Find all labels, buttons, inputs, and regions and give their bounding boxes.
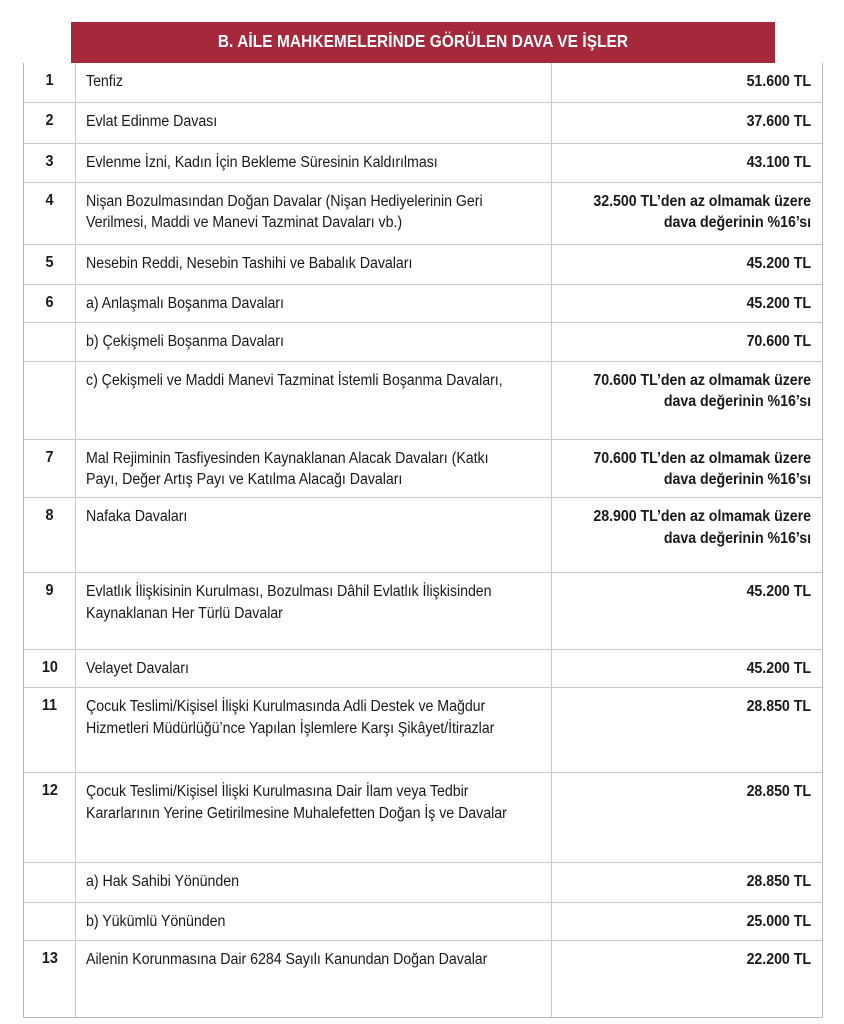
row-amount-text: 32.500 TL’den az olmamak üzere dava değerinin %16’sı: [593, 192, 811, 232]
row-amount-cell: [552, 440, 822, 497]
table-row: [24, 497, 822, 572]
row-description-cell: [76, 440, 552, 497]
row-amount-cell: [552, 773, 822, 862]
table-row: [24, 361, 822, 439]
row-amount-text: 25.000 TL: [746, 912, 811, 930]
row-amount-text: 45.200 TL: [746, 254, 811, 272]
table-row: [24, 322, 822, 361]
table-row: [24, 244, 822, 284]
row-description-text: Çocuk Teslimi/Kişisel İlişki Kurulmasına Dair İlam veya Tedbir Kararlarının Yerine Getirilmesine Muhalefetten Doğan İş ve Davalar: [86, 782, 507, 822]
row-number-cell: [24, 245, 76, 284]
row-description-cell: [76, 183, 552, 244]
row-description-text: b) Çekişmeli Boşanma Davaları: [86, 332, 284, 350]
row-number-cell: [24, 285, 76, 322]
row-number-text: 11: [41, 696, 58, 714]
table-row: [24, 143, 822, 182]
table-row: [24, 102, 822, 143]
table-row: [24, 284, 822, 322]
tariff-table: [23, 22, 823, 1018]
row-description-cell: [76, 650, 552, 687]
row-description-cell: [76, 103, 552, 143]
row-number-text: 6: [45, 293, 54, 311]
table-row: [24, 572, 822, 649]
row-description-cell: [76, 63, 552, 102]
row-amount-text: 51.600 TL: [746, 72, 811, 90]
row-amount-text: 28.850 TL: [746, 872, 811, 890]
row-description-text: Tenfiz: [86, 72, 123, 90]
row-amount-text: 70.600 TL’den az olmamak üzere dava değerinin %16’sı: [593, 371, 811, 411]
table-row: [24, 687, 822, 772]
row-amount-cell: [552, 863, 822, 902]
row-amount-text: 28.850 TL: [746, 782, 811, 800]
row-amount-cell: [552, 245, 822, 284]
table-row: [24, 63, 822, 102]
row-amount-cell: [552, 285, 822, 322]
row-description-text: b) Yükümlü Yönünden: [86, 912, 226, 930]
row-description-text: Velayet Davaları: [86, 659, 189, 677]
row-number-text: 12: [41, 781, 58, 799]
row-amount-cell: [552, 903, 822, 940]
row-description-cell: [76, 498, 552, 572]
row-number-text: 8: [45, 506, 54, 524]
row-amount-cell: [552, 573, 822, 649]
row-number-text: 7: [45, 448, 54, 466]
row-description-text: c) Çekişmeli ve Maddi Manevi Tazminat İstemli Boşanma Davaları,: [86, 371, 503, 389]
row-amount-cell: [552, 103, 822, 143]
row-number-text: 2: [45, 111, 54, 129]
row-amount-text: 28.900 TL’den az olmamak üzere dava değerinin %16’sı: [593, 507, 811, 547]
row-description-cell: [76, 773, 552, 862]
row-number-cell: [24, 183, 76, 244]
row-amount-text: 70.600 TL: [746, 332, 811, 350]
table-row: [24, 649, 822, 687]
row-number-cell: [24, 323, 76, 361]
row-amount-text: 45.200 TL: [746, 582, 811, 600]
row-amount-cell: [552, 941, 822, 1017]
row-description-text: Mal Rejiminin Tasfiyesinden Kaynaklanan Alacak Davaları (Katkı Payı, Değer Artış Payı ve Katılma Alacağı Davaları: [86, 449, 489, 489]
row-number-cell: [24, 573, 76, 649]
table-row: [24, 940, 822, 1017]
row-amount-text: 37.600 TL: [746, 112, 811, 130]
row-description-cell: [76, 285, 552, 322]
row-number-cell: [24, 103, 76, 143]
table-body: [23, 63, 823, 1018]
table-header-title: B. AİLE MAHKEMELERİNDE GÖRÜLEN DAVA VE İŞLER: [71, 22, 775, 63]
row-amount-cell: [552, 323, 822, 361]
table-row: [24, 772, 822, 862]
row-number-text: 5: [45, 253, 54, 271]
row-amount-cell: [552, 183, 822, 244]
row-description-text: Evlatlık İlişkisinin Kurulması, Bozulması Dâhil Evlatlık İlişkisinden Kaynaklanan Her Türlü Davalar: [86, 582, 492, 622]
row-description-cell: [76, 688, 552, 772]
row-number-cell: [24, 903, 76, 940]
row-description-text: Nesebin Reddi, Nesebin Tashihi ve Babalık Davaları: [86, 254, 413, 272]
row-amount-cell: [552, 362, 822, 439]
row-description-cell: [76, 245, 552, 284]
row-number-cell: [24, 498, 76, 572]
table-row: [24, 182, 822, 244]
row-amount-cell: [552, 63, 822, 102]
row-description-text: Nişan Bozulmasından Doğan Davalar (Nişan Hediyelerinin Geri Verilmesi, Maddi ve Manevi Tazminat Davaları vb.): [86, 192, 483, 232]
row-description-cell: [76, 362, 552, 439]
row-amount-text: 22.200 TL: [746, 950, 811, 968]
row-amount-cell: [552, 498, 822, 572]
row-number-text: 1: [45, 71, 54, 89]
row-description-text: Nafaka Davaları: [86, 507, 188, 525]
table-row: [24, 439, 822, 497]
row-number-cell: [24, 863, 76, 902]
row-number-cell: [24, 362, 76, 439]
row-description-cell: [76, 573, 552, 649]
row-description-text: Evlenme İzni, Kadın İçin Bekleme Süresinin Kaldırılması: [86, 153, 438, 171]
row-number-text: 13: [41, 949, 58, 967]
row-description-text: Ailenin Korunmasına Dair 6284 Sayılı Kanundan Doğan Davalar: [86, 950, 488, 968]
row-amount-text: 45.200 TL: [746, 659, 811, 677]
row-number-cell: [24, 440, 76, 497]
row-number-text: 4: [45, 191, 54, 209]
row-number-cell: [24, 773, 76, 862]
row-amount-text: 28.850 TL: [746, 697, 811, 715]
row-description-cell: [76, 903, 552, 940]
row-number-text: 10: [41, 658, 58, 676]
table-row: [24, 862, 822, 902]
row-amount-cell: [552, 144, 822, 182]
row-description-cell: [76, 323, 552, 361]
row-amount-cell: [552, 650, 822, 687]
row-number-cell: [24, 941, 76, 1017]
row-description-cell: [76, 863, 552, 902]
row-number-text: 9: [45, 581, 54, 599]
row-description-text: Çocuk Teslimi/Kişisel İlişki Kurulmasında Adli Destek ve Mağdur Hizmetleri Müdürlüğü’nce Yapılan İşlemlere Karşı Şikâyet/İtirazlar: [86, 697, 495, 737]
row-amount-text: 70.600 TL’den az olmamak üzere dava değerinin %16’sı: [593, 449, 811, 489]
row-description-text: a) Anlaşmalı Boşanma Davaları: [86, 294, 284, 312]
row-description-cell: [76, 941, 552, 1017]
row-description-text: a) Hak Sahibi Yönünden: [86, 872, 239, 890]
row-amount-text: 45.200 TL: [746, 294, 811, 312]
row-amount-cell: [552, 688, 822, 772]
row-number-text: 3: [45, 152, 54, 170]
row-description-cell: [76, 144, 552, 182]
row-number-cell: [24, 650, 76, 687]
row-amount-text: 43.100 TL: [746, 153, 811, 171]
row-number-cell: [24, 688, 76, 772]
row-number-cell: [24, 144, 76, 182]
row-number-cell: [24, 63, 76, 102]
table-row: [24, 902, 822, 940]
row-description-text: Evlat Edinme Davası: [86, 112, 218, 130]
